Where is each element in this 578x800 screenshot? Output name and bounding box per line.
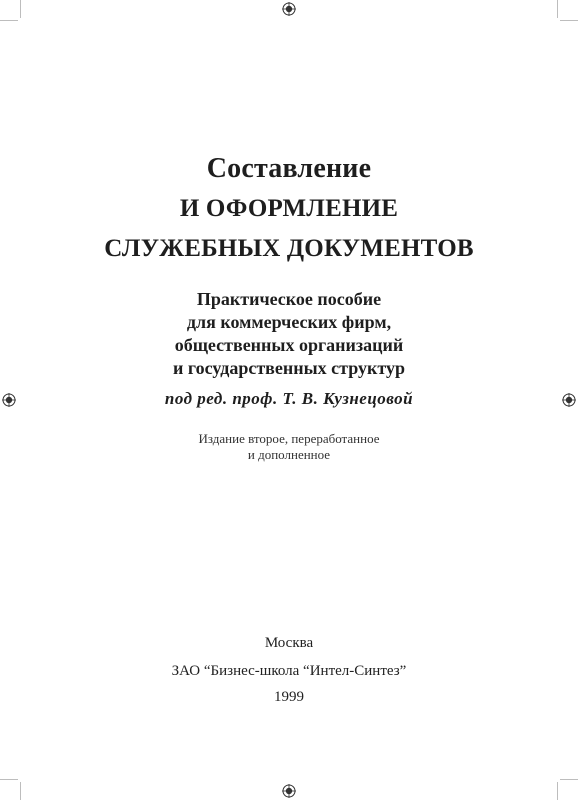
subtitle-line-1: Практическое пособие	[196, 289, 382, 309]
edition-note-line-1: Издание второе, переработанное	[198, 431, 380, 446]
crop-mark-right-top	[560, 20, 578, 21]
crop-mark-left-top	[0, 20, 18, 21]
crop-mark-bottom-right	[557, 782, 558, 800]
crop-mark-top-right	[557, 0, 558, 18]
crop-mark-right-bottom	[560, 779, 578, 780]
imprint-city: Москва	[264, 635, 314, 651]
subtitle-line-2: для коммерческих фирм,	[186, 312, 392, 332]
imprint-year: 1999	[274, 689, 304, 705]
crop-mark-bottom-left	[20, 782, 21, 800]
subtitle-line-4: и государственных структур	[173, 358, 405, 378]
crop-mark-left-bottom	[0, 779, 18, 780]
edition-note-line-2: и дополненное	[247, 447, 331, 462]
registration-mark-bottom-icon	[282, 784, 296, 798]
title-line-2: И ОФОРМЛЕНИЕ	[179, 195, 399, 222]
editor-credit: под ред. проф. Т. В. Кузнецовой	[164, 389, 414, 408]
title-line-3: СЛУЖЕБНЫХ ДОКУМЕНТОВ	[104, 235, 474, 262]
imprint-publisher: ЗАО “Бизнес-школа “Интел-Синтез”	[171, 663, 407, 679]
subtitle-line-3: общественных организаций	[174, 335, 404, 355]
title-line-1: Составление	[206, 153, 372, 184]
crop-mark-top-left	[20, 0, 21, 18]
registration-mark-top-icon	[282, 2, 296, 16]
